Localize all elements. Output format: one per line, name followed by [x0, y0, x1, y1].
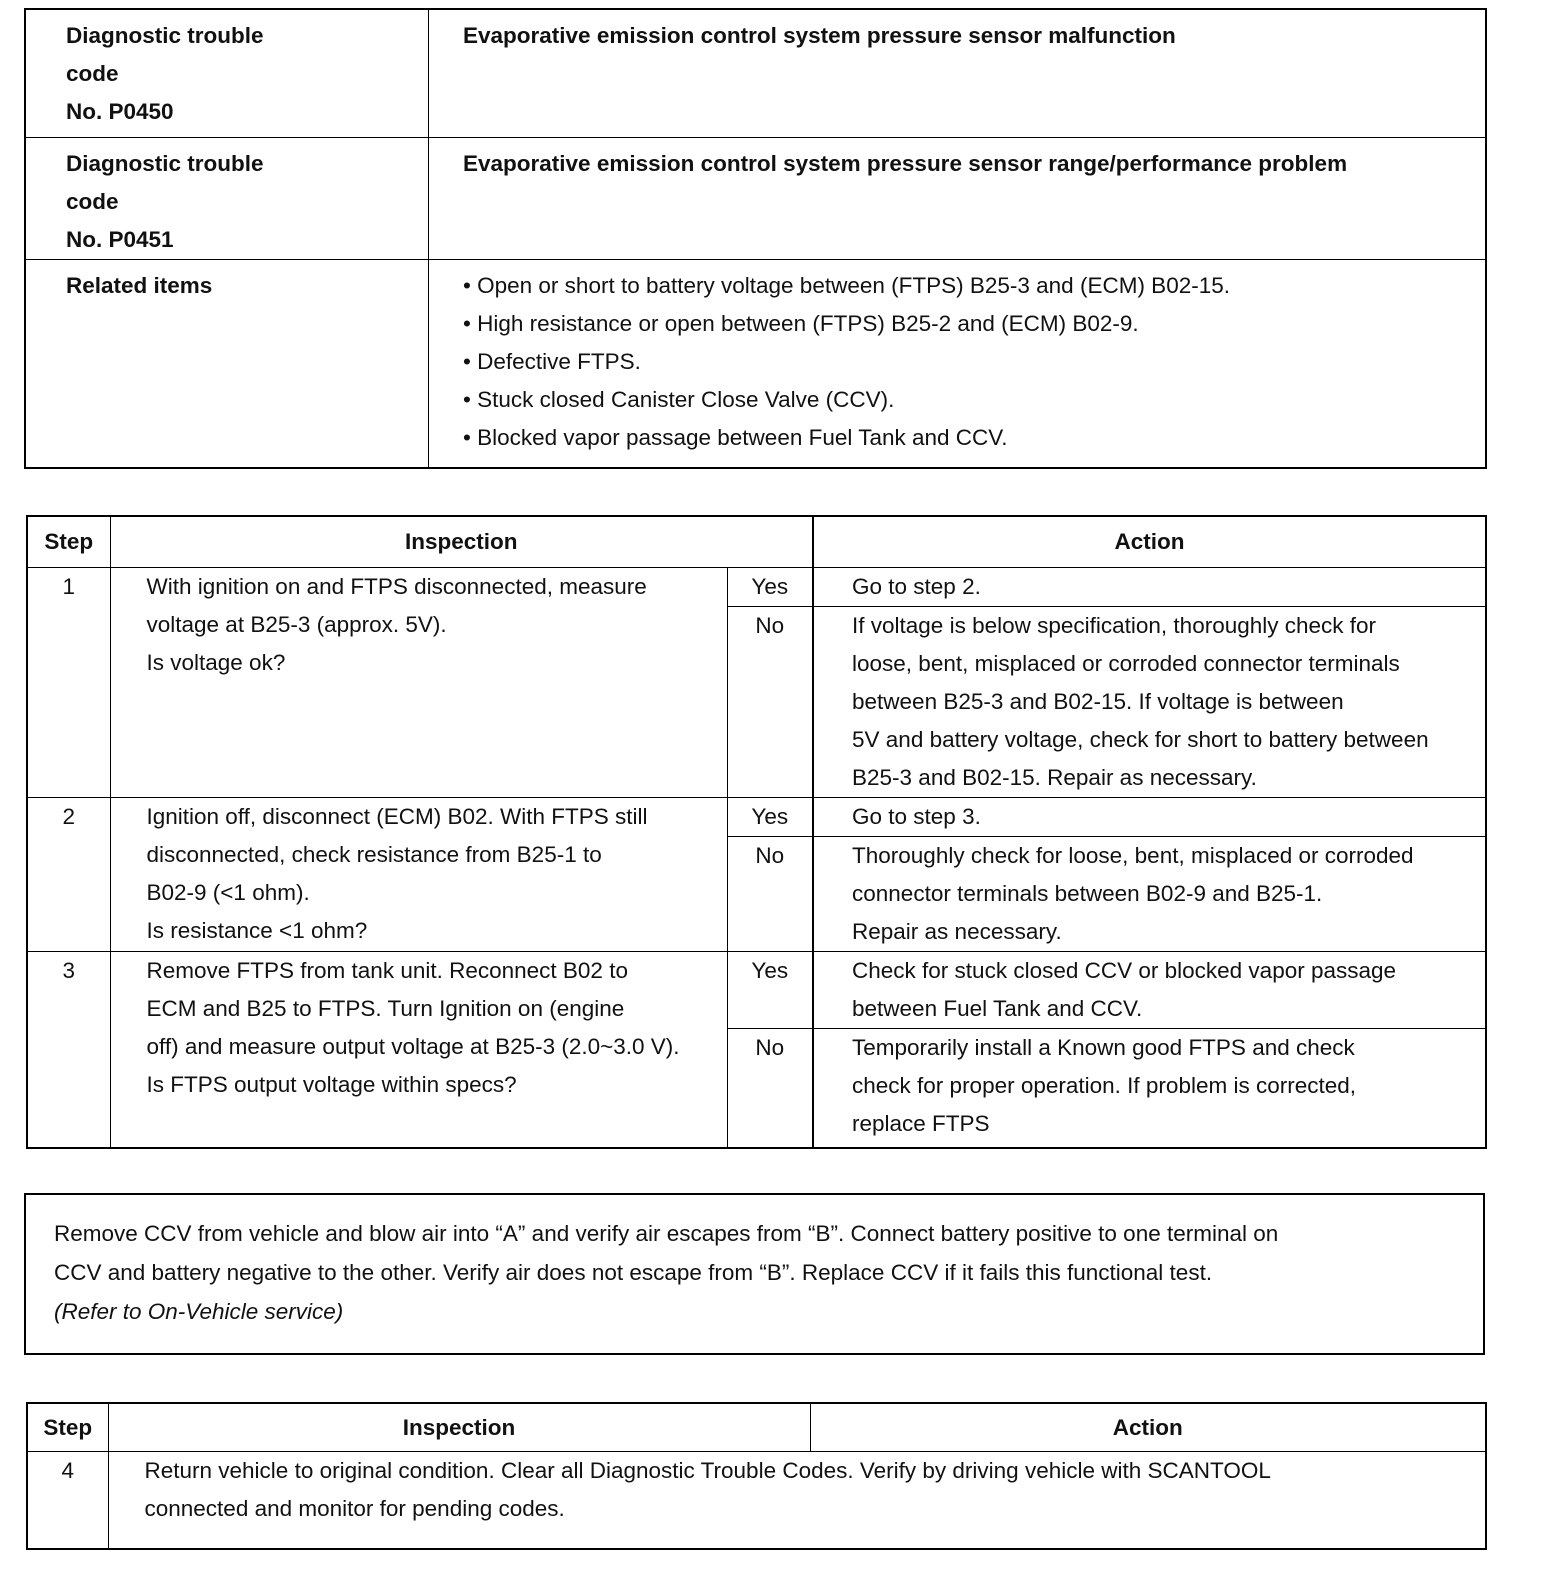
ccv-test-note [24, 1193, 1485, 1355]
dtc-info-table [24, 8, 1487, 469]
step-number: 1 [28, 568, 110, 798]
inspection-header: Inspection [108, 1404, 810, 1452]
no-label: No [727, 607, 813, 798]
steps-header-row [28, 517, 1485, 568]
yes-label: Yes [727, 568, 813, 607]
yes-action: Go to step 3. [813, 798, 1485, 837]
related-item: • Defective FTPS. [463, 348, 641, 374]
note-line: CCV and battery negative to the other. Verify air does not escape from “B”. Replace CCV if it fails this functional test. [54, 1260, 1213, 1285]
related-items-list [429, 259, 1486, 467]
dtc-label-p0450: Diagnostic trouble code No. P0450 [26, 10, 429, 137]
step-1-inspection: With ignition on and FTPS disconnected, measure voltage at B25-3 (approx. 5V). Is voltage ok? [146, 574, 647, 675]
dtc-description-p0451: Evaporative emission control system pressure sensor range/performance problem [429, 137, 1486, 259]
step-header: Step [28, 517, 110, 568]
related-item: • Blocked vapor passage between Fuel Tank and CCV. [463, 424, 1008, 450]
step-4-text: Return vehicle to original condition. Clear all Diagnostic Trouble Codes. Verify by driving vehicle with SCANTOOL connected and monitor for pending codes. [144, 1458, 1271, 1521]
no-action: If voltage is below specification, thoroughly check for loose, bent, misplaced or corroded connector terminals between B25-3 and B02-15. If voltage is between 5V and battery voltage, check for short to battery between B25-3 and B02-15. Repair as necessary. [813, 607, 1485, 798]
step-2-inspection: Ignition off, disconnect (ECM) B02. With FTPS still disconnected, check resistance from B25-1 to B02-9 (<1 ohm). Is resistance <1 ohm? [110, 798, 727, 952]
dtc-label-p0451: Diagnostic trouble code No. P0451 [26, 137, 429, 259]
note-line: Remove CCV from vehicle and blow air into “A” and verify air escapes from “B”. Connect battery positive to one terminal on [54, 1221, 1279, 1246]
step-number: 3 [28, 952, 110, 1148]
step-3-yes-row [28, 952, 1485, 1029]
dtc-description-p0450: Evaporative emission control system pressure sensor malfunction [429, 10, 1486, 137]
related-items-row [26, 259, 1485, 467]
action-header: Action [813, 517, 1485, 568]
inspection-steps-table [26, 515, 1487, 1149]
yes-label: Yes [727, 952, 813, 1029]
note-reference: (Refer to On-Vehicle service) [54, 1299, 344, 1324]
step-3-inspection: Remove FTPS from tank unit. Reconnect B02 to ECM and B25 to FTPS. Turn Ignition on (engine off) and measure output voltage at B25-3 (2.0~3.0 V). Is FTPS output voltage within specs? [110, 952, 727, 1148]
inspection-header: Inspection [110, 517, 813, 568]
final-step-table [26, 1402, 1487, 1550]
no-label: No [727, 837, 813, 952]
related-items-label: Related items [26, 259, 429, 467]
yes-action: Check for stuck closed CCV or blocked vapor passage between Fuel Tank and CCV. [813, 952, 1485, 1029]
no-action: Thoroughly check for loose, bent, misplaced or corroded connector terminals between B02-9 and B25-1. Repair as necessary. [813, 837, 1485, 952]
step-number: 4 [28, 1452, 108, 1549]
related-item: • Stuck closed Canister Close Valve (CCV). [463, 386, 895, 412]
action-header: Action [810, 1404, 1485, 1452]
related-item: • Open or short to battery voltage between (FTPS) B25-3 and (ECM) B02-15. [463, 272, 1230, 298]
step-4-row [28, 1452, 1485, 1549]
dtc-row-p0450 [26, 10, 1485, 137]
no-action: Temporarily install a Known good FTPS and check check for proper operation. If problem is corrected, replace FTPS [813, 1029, 1485, 1148]
yes-action: Go to step 2. [813, 568, 1485, 607]
related-item: • High resistance or open between (FTPS) B25-2 and (ECM) B02-9. [463, 310, 1139, 336]
step-2-yes-row [28, 798, 1485, 837]
no-label: No [727, 1029, 813, 1148]
step-header: Step [28, 1404, 108, 1452]
step-number: 2 [28, 798, 110, 952]
yes-label: Yes [727, 798, 813, 837]
dtc-row-p0451 [26, 137, 1485, 259]
final-header-row [28, 1404, 1485, 1452]
step-1-yes-row [28, 568, 1485, 607]
